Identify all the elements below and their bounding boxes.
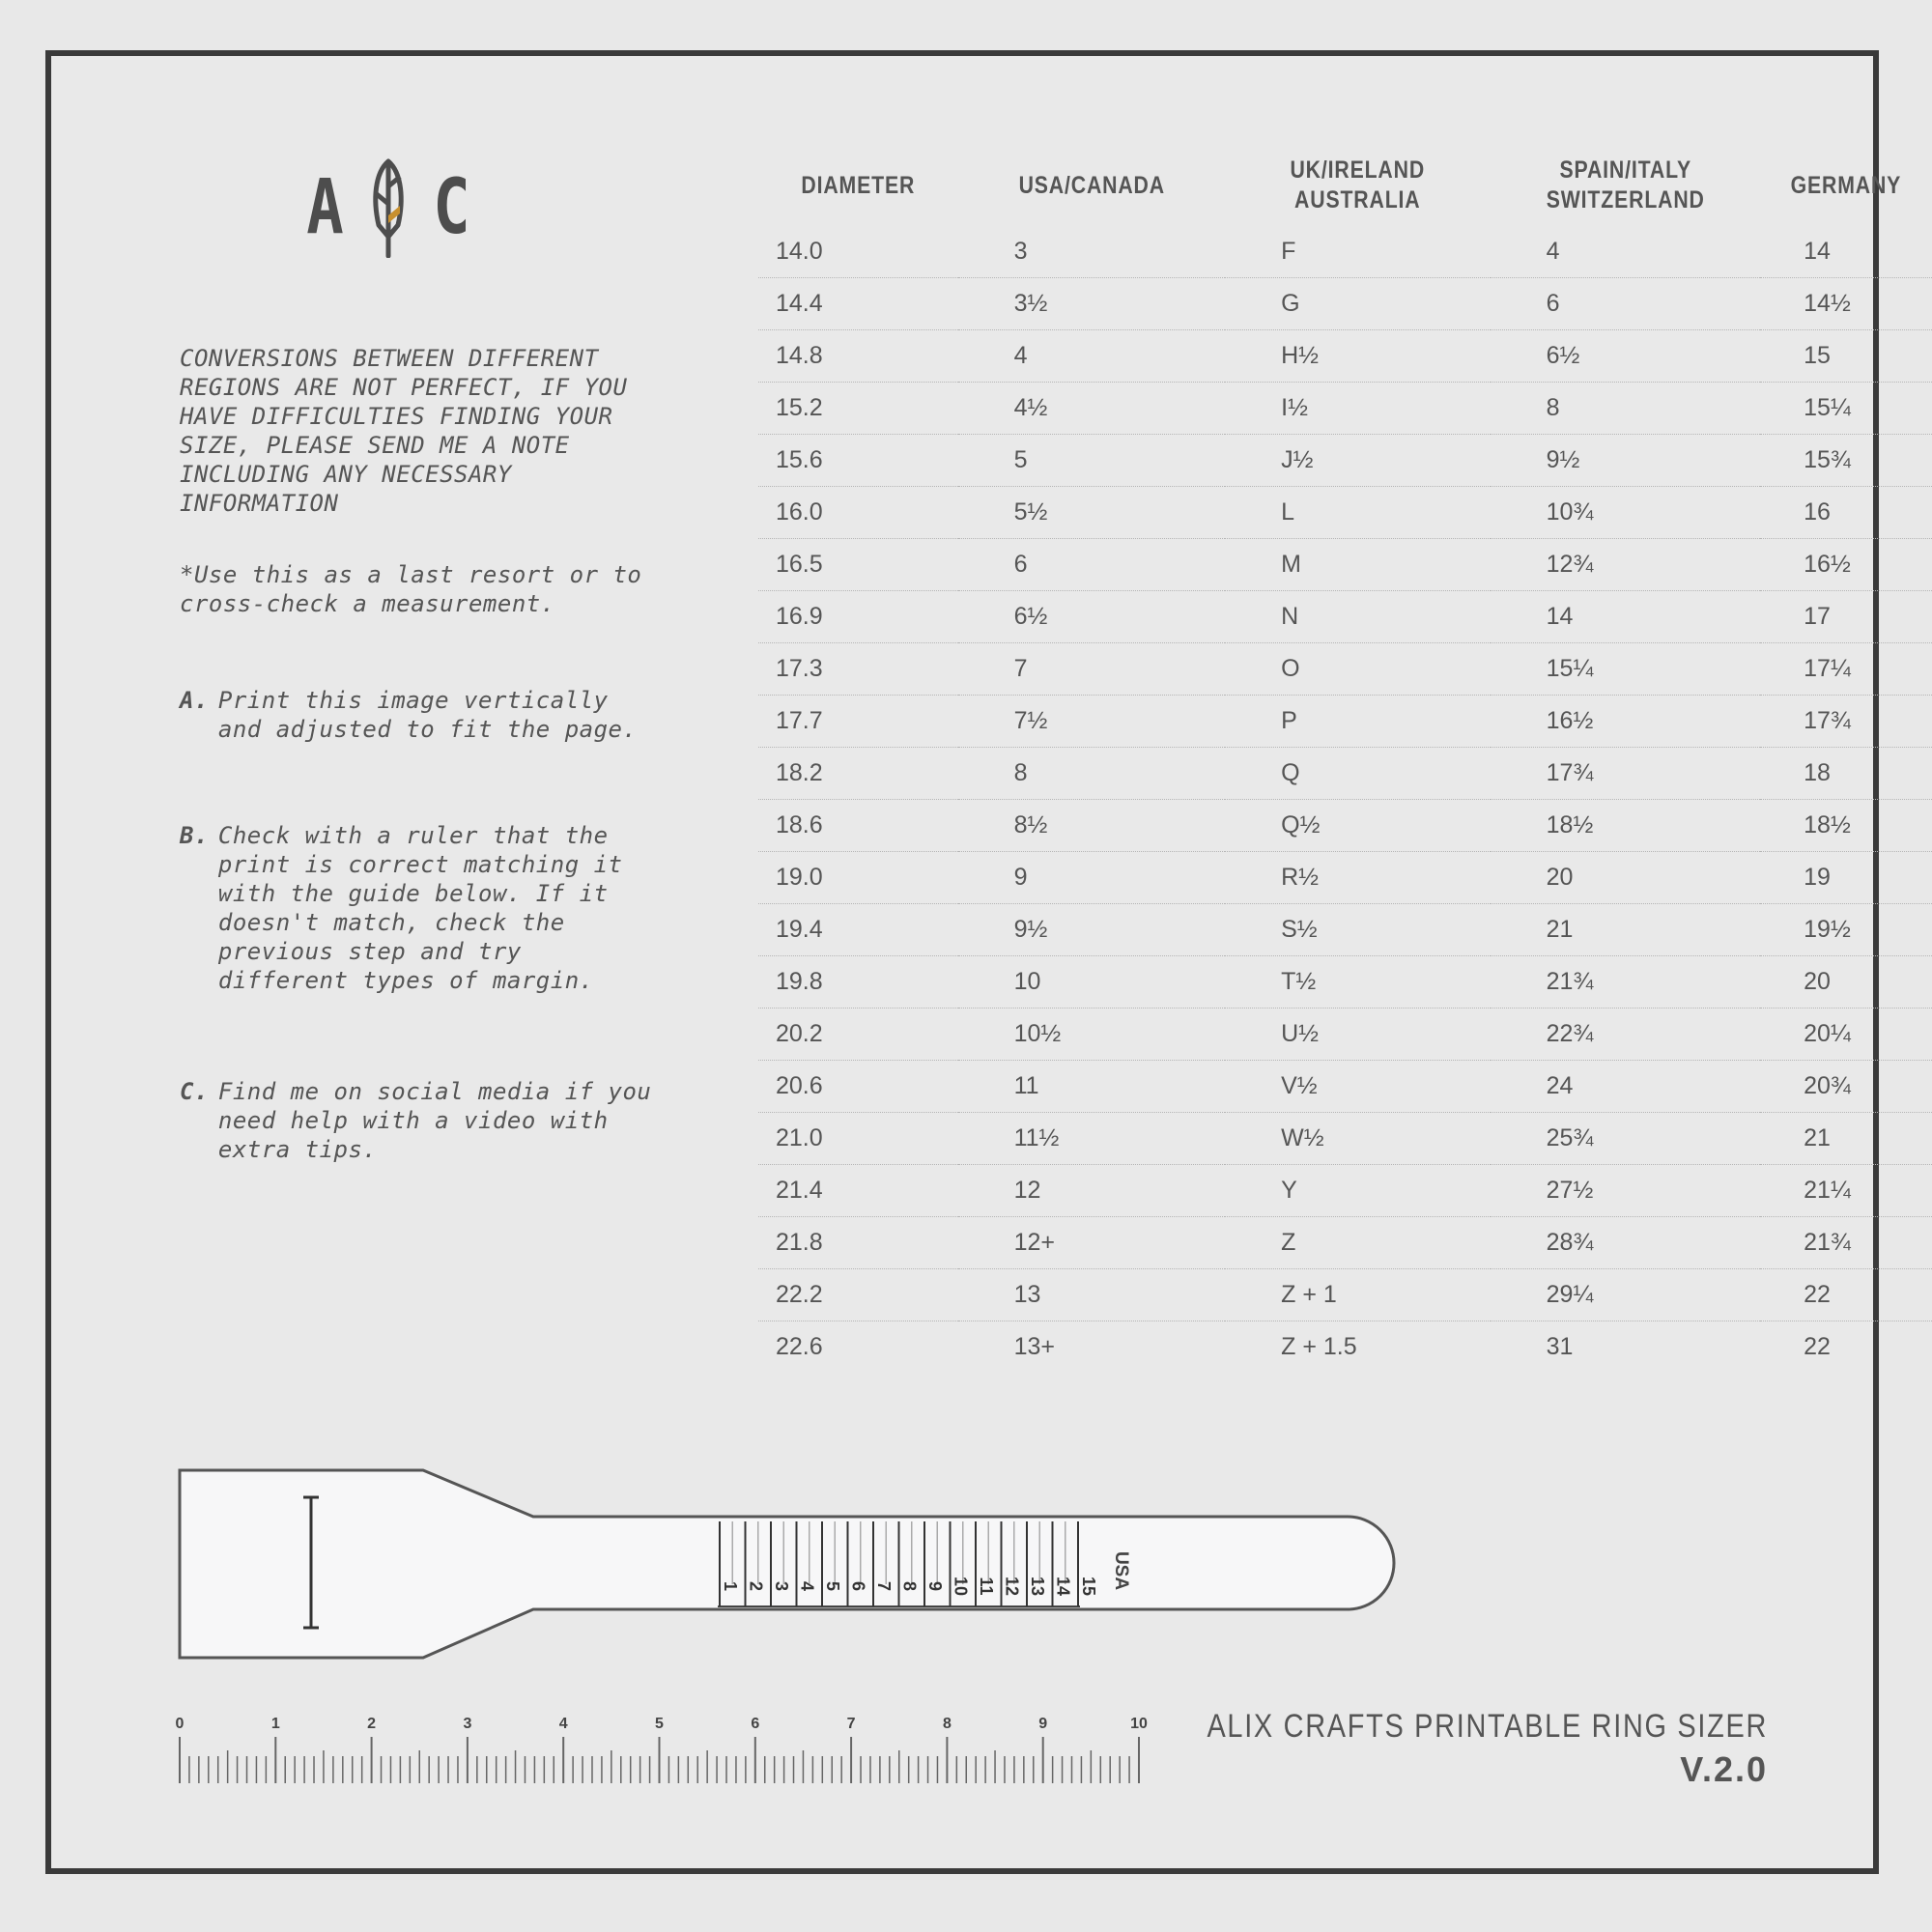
table-cell: 3 <box>958 226 1226 278</box>
table-cell: Z + 1.5 <box>1281 1333 1357 1360</box>
table-cell: J½ <box>1225 435 1491 487</box>
table-cell: 16½ <box>1760 539 1932 591</box>
table-cell: 18½ <box>1760 800 1932 852</box>
table-cell: R½ <box>1225 852 1491 904</box>
ruler-label: 8 <box>942 1716 952 1732</box>
table-cell: Z + 1 <box>1225 1269 1491 1321</box>
sizer-size-label: 3 <box>772 1580 791 1592</box>
table-cell: V½ <box>1225 1061 1491 1113</box>
sizer-size-label: 1 <box>721 1580 740 1592</box>
table-cell: 6 <box>958 539 1226 591</box>
table-cell: 31 <box>1546 1333 1574 1360</box>
table-cell: 21¾ <box>1491 956 1761 1009</box>
table-cell: 8 <box>958 748 1226 800</box>
sizer-size-label: 15 <box>1079 1576 1098 1597</box>
table-cell: 19.0 <box>758 852 958 904</box>
table-cell: 22¾ <box>1491 1009 1761 1061</box>
ruler-label: 6 <box>751 1716 760 1732</box>
table-cell: 5 <box>958 435 1226 487</box>
sizer-region-label: USA <box>1111 1550 1131 1591</box>
sizer-size-label: 8 <box>899 1580 920 1592</box>
ruler-label: 5 <box>655 1716 664 1732</box>
last-resort-note: *Use this as a last resort or to cross-check a measurement. <box>180 561 642 617</box>
table-cell: 7½ <box>958 696 1226 748</box>
table-cell: 27½ <box>1491 1165 1761 1217</box>
sizer-size-label: 12 <box>1002 1576 1022 1597</box>
table-cell: 12¾ <box>1491 539 1761 591</box>
table-cell: 17 <box>1760 591 1932 643</box>
table-cell: 21.0 <box>758 1113 958 1165</box>
table-cell: 19 <box>1760 852 1932 904</box>
table-cell: 14½ <box>1760 278 1932 330</box>
table-cell: 9 <box>958 852 1226 904</box>
table-cell: 21 <box>1760 1113 1932 1165</box>
ruler-label: 7 <box>846 1716 856 1732</box>
table-cell: 28¾ <box>1491 1217 1761 1269</box>
header-germany: GERMANY <box>1790 171 1902 199</box>
table-cell: 14.4 <box>758 278 958 330</box>
table-cell: 20 <box>1491 852 1761 904</box>
table-cell: 10¾ <box>1491 487 1761 539</box>
table-cell: 15 <box>1760 330 1932 383</box>
table-cell: 15¼ <box>1491 643 1761 696</box>
table-cell: N <box>1225 591 1491 643</box>
table-cell: U½ <box>1225 1009 1491 1061</box>
table-cell: 6 <box>1491 278 1761 330</box>
table-cell: 16.5 <box>758 539 958 591</box>
table-cell: 11½ <box>958 1113 1226 1165</box>
table-cell: 11 <box>958 1061 1226 1113</box>
table-cell: 14.8 <box>758 330 958 383</box>
table-cell: 17.3 <box>758 643 958 696</box>
ruler-label: 3 <box>463 1716 472 1732</box>
table-cell: 29¼ <box>1491 1269 1761 1321</box>
step-text: Print this image vertically and adjusted to fit the page. <box>217 687 638 743</box>
step-label: B. <box>180 822 209 849</box>
sizer-size-label: 14 <box>1053 1576 1073 1597</box>
table-cell: 19½ <box>1760 904 1932 956</box>
header-usa-canada: USA/CANADA <box>1018 171 1165 199</box>
table-cell: 20.2 <box>758 1009 958 1061</box>
table-cell: 18.6 <box>758 800 958 852</box>
logo-letter-a: A <box>306 164 344 251</box>
table-cell: Z <box>1225 1217 1491 1269</box>
step-text: Find me on social media if you need help with a video with extra tips. <box>217 1078 652 1163</box>
table-cell: 8 <box>1491 383 1761 435</box>
table-cell: 15.2 <box>758 383 958 435</box>
table-cell: 21.4 <box>758 1165 958 1217</box>
table-cell: 24 <box>1491 1061 1761 1113</box>
sizer-size-label: 2 <box>746 1580 766 1592</box>
logo-letter-c: C <box>433 164 470 251</box>
table-cell: 19.4 <box>758 904 958 956</box>
sizer-size-label: 11 <box>977 1577 996 1596</box>
table-cell: P <box>1225 696 1491 748</box>
table-cell: 16½ <box>1491 696 1761 748</box>
table-cell: 19.8 <box>758 956 958 1009</box>
sizer-size-label: 6 <box>848 1580 868 1592</box>
ruler-label: 4 <box>558 1716 568 1732</box>
table-cell: 18.2 <box>758 748 958 800</box>
table-cell: 4 <box>958 330 1226 383</box>
ruler-label: 9 <box>1038 1716 1048 1732</box>
table-cell: 22 <box>1804 1333 1831 1360</box>
table-cell: 25¾ <box>1491 1113 1761 1165</box>
table-cell: 15¼ <box>1760 383 1932 435</box>
table-cell: 18 <box>1760 748 1932 800</box>
sizer-size-label: 13 <box>1028 1576 1047 1597</box>
table-cell: M <box>1225 539 1491 591</box>
sizer-size-label: 10 <box>951 1576 971 1597</box>
footer-title-block <box>1108 1708 1768 1790</box>
disclaimer-text: CONVERSIONS BETWEEN DIFFERENT REGIONS ARE NOT PERFECT, IF YOU HAVE DIFFICULTIES FINDING YOUR SIZE, PLEASE SEND ME A NOTE INCLUDING ANY NECESSARY INFORMATION <box>180 345 628 517</box>
table-cell: 6½ <box>958 591 1226 643</box>
table-cell: L <box>1225 487 1491 539</box>
table-cell: 4 <box>1491 226 1761 278</box>
table-cell: 16.0 <box>758 487 958 539</box>
table-cell: S½ <box>1225 904 1491 956</box>
table-cell: 20.6 <box>758 1061 958 1113</box>
table-cell: 6½ <box>1491 330 1761 383</box>
table-cell: H½ <box>1225 330 1491 383</box>
ruler-label: 1 <box>270 1716 280 1732</box>
table-cell: 3½ <box>958 278 1226 330</box>
table-cell: 21¼ <box>1760 1165 1932 1217</box>
table-cell: 18½ <box>1491 800 1761 852</box>
table-cell: 4½ <box>958 383 1226 435</box>
table-cell: 13 <box>958 1269 1226 1321</box>
table-cell: 22.6 <box>776 1333 823 1360</box>
table-cell: F <box>1225 226 1491 278</box>
table-cell: I½ <box>1225 383 1491 435</box>
table-cell: 17¾ <box>1760 696 1932 748</box>
table-cell: 9½ <box>958 904 1226 956</box>
table-cell: 16 <box>1760 487 1932 539</box>
sizer-size-label: 9 <box>925 1580 945 1592</box>
step-text: Check with a ruler that the print is correct matching it with the guide below. If it doesn't match, check the previous step and try different types of margin. <box>217 822 623 994</box>
ruler-label: 10 <box>1130 1716 1148 1732</box>
sizer-size-label: 4 <box>797 1580 817 1592</box>
table-cell: 9½ <box>1491 435 1761 487</box>
step-label: C. <box>180 1078 209 1105</box>
table-cell: 12 <box>958 1165 1226 1217</box>
footer-version: V.2.0 <box>1680 1749 1768 1789</box>
table-cell: 14.0 <box>758 226 958 278</box>
table-cell: 21¾ <box>1760 1217 1932 1269</box>
table-cell: 14 <box>1760 226 1932 278</box>
header-spain-italy-switzerland: SPAIN/ITALY SWITZERLAND <box>1546 156 1705 213</box>
step-label: A. <box>180 687 209 714</box>
sizer-size-label: 5 <box>823 1580 842 1592</box>
table-cell: 17.7 <box>758 696 958 748</box>
header-diameter: DIAMETER <box>801 171 916 199</box>
table-cell: 21.8 <box>758 1217 958 1269</box>
table-cell: Y <box>1225 1165 1491 1217</box>
table-cell: 20 <box>1760 956 1932 1009</box>
table-cell: 21 <box>1491 904 1761 956</box>
table-cell: 13+ <box>1013 1333 1056 1360</box>
table-cell: 10½ <box>958 1009 1226 1061</box>
table-cell: 15.6 <box>758 435 958 487</box>
table-cell: 8½ <box>958 800 1226 852</box>
ruler-label: 0 <box>175 1716 185 1732</box>
table-cell: T½ <box>1225 956 1491 1009</box>
ruler-label: 2 <box>367 1716 377 1732</box>
table-cell: 12+ <box>958 1217 1226 1269</box>
header-uk-ireland-australia: UK/IRELAND AUSTRALIA <box>1290 156 1426 213</box>
table-cell: G <box>1225 278 1491 330</box>
table-cell: 10 <box>958 956 1226 1009</box>
footer-title: ALIX CRAFTS PRINTABLE RING SIZER <box>1207 1708 1768 1745</box>
sizer-size-label: 7 <box>874 1580 894 1592</box>
table-cell: 22 <box>1760 1269 1932 1321</box>
table-cell: 20¼ <box>1760 1009 1932 1061</box>
table-cell: 7 <box>958 643 1226 696</box>
table-cell: 15¾ <box>1760 435 1932 487</box>
table-cell: 14 <box>1491 591 1761 643</box>
table-cell: 17¾ <box>1491 748 1761 800</box>
table-cell: Q½ <box>1225 800 1491 852</box>
table-cell: 20¾ <box>1760 1061 1932 1113</box>
table-cell: O <box>1225 643 1491 696</box>
table-cell: Q <box>1225 748 1491 800</box>
table-cell: 22.2 <box>758 1269 958 1321</box>
table-cell: 17¼ <box>1760 643 1932 696</box>
table-cell: 16.9 <box>758 591 958 643</box>
table-cell: 5½ <box>958 487 1226 539</box>
table-cell: W½ <box>1225 1113 1491 1165</box>
